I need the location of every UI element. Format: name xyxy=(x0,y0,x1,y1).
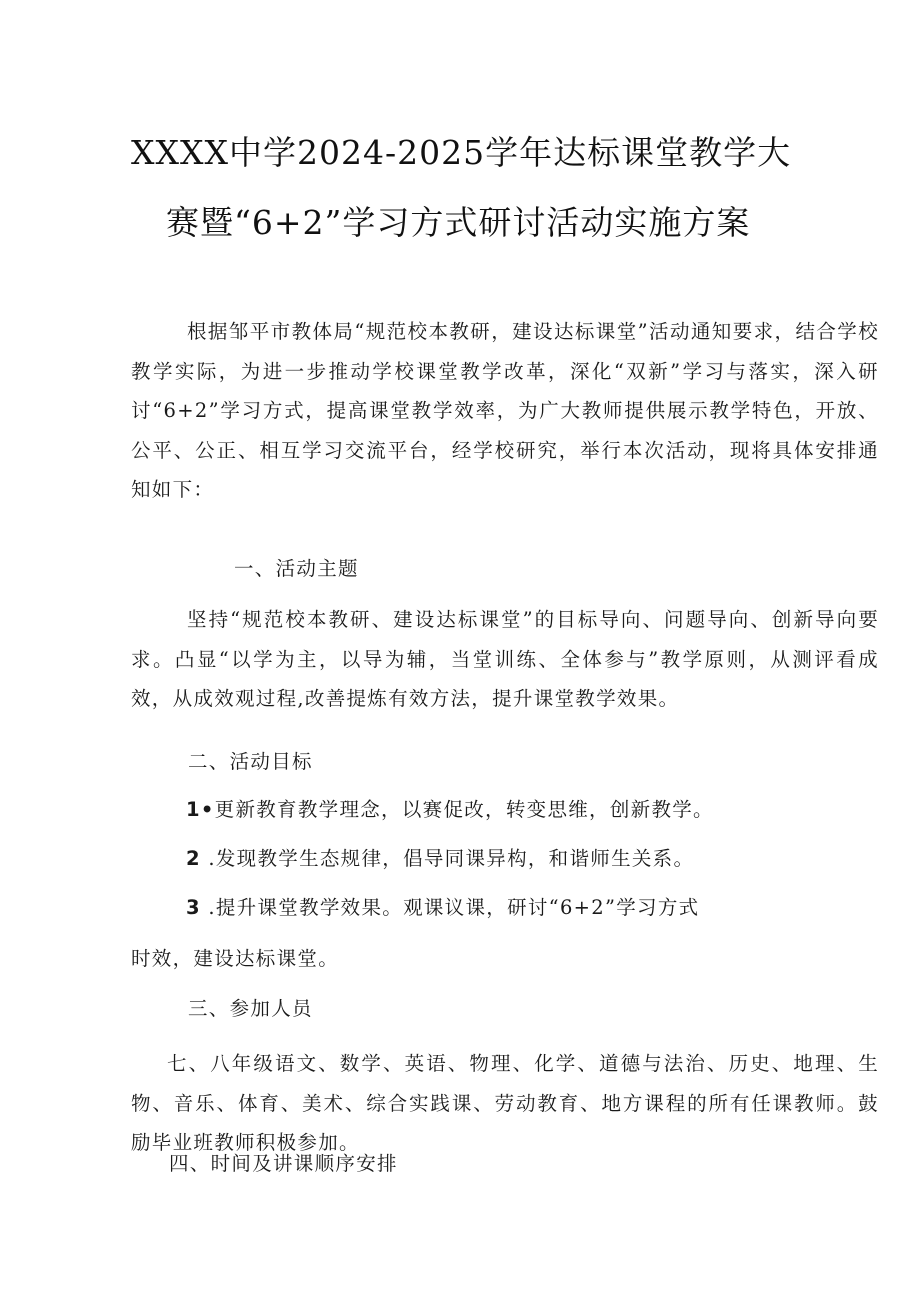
goal-text: .提升课堂教学效果。观课议课，研讨“6+2”学习方式 xyxy=(200,896,700,919)
goal-item xyxy=(186,845,694,873)
section-heading-goals: 二、活动目标 xyxy=(188,750,313,773)
goal-number: 2 xyxy=(186,847,201,870)
goal-item xyxy=(186,894,699,922)
theme-paragraph: 坚持“规范校本教研、建设达标课堂”的目标导向、问题导向、创新导向要求。凸显“以学为主，以导为辅，当堂训练、全体参与”教学原则，从测评看成效，从成效观过程,改善提炼有效方法，提升课堂教学效果。 xyxy=(131,608,879,710)
goal-number: 1• xyxy=(186,798,215,821)
document-title-line-2: 赛暨“6+2”学习方式研讨活动实施方案 xyxy=(166,203,751,242)
section-heading-participants: 三、参加人员 xyxy=(188,997,313,1020)
section-heading-theme: 一、活动主题 xyxy=(234,557,359,580)
goal-continuation: 时效，建设达标课堂。 xyxy=(131,947,340,970)
goal-number: 3 xyxy=(186,896,201,919)
document-title-line-1: XXXX中学2024-2025学年达标课堂教学大 xyxy=(131,133,792,172)
goal-text: 更新教育教学理念，以赛促改，转变思维，创新教学。 xyxy=(214,798,714,821)
goal-text: .发现教学生态规律，倡导同课异构，和谐师生关系。 xyxy=(200,847,695,870)
participants-paragraph: 七、八年级语文、数学、英语、物理、化学、道德与法治、历史、地理、生物、音乐、体育、美术、综合实践课、劳动教育、地方课程的所有任课教师。鼓励毕业班教师积极参加。 xyxy=(131,1052,879,1154)
goal-item xyxy=(186,796,714,824)
section-heading-schedule: 四、时间及讲课顺序安排 xyxy=(169,1152,398,1175)
intro-paragraph: 根据邹平市教体局“规范校本教研，建设达标课堂”活动通知要求，结合学校教学实际，为进一步推动学校课堂教学改革，深化“双新”学习与落实，深入研讨“6+2”学习方式，提高课堂教学效率，为广大教师提供展示教学特色，开放、公平、公正、相互学习交流平台，经学校研究，举行本次活动，现将具体安排通知如下： xyxy=(131,320,879,501)
